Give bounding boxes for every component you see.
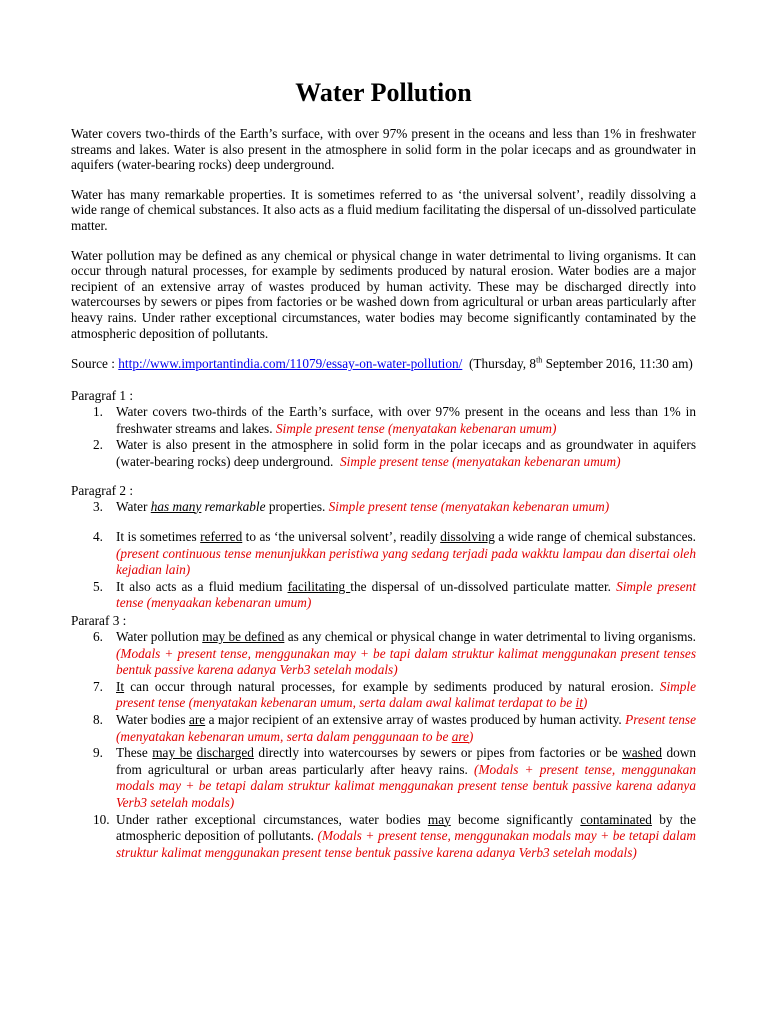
list-item: 10. Under rather exceptional circumstances, water bodies may become significantly contaminated by the atmospheric deposition of pollutants. (Modals + present tense, menggunakan modals may + be tetapi dalam struktur kalimat menggunakan present tense bentuk passive karena adanya Verb3 setelah modals) bbox=[93, 811, 696, 860]
section-3-list bbox=[71, 629, 696, 861]
source-date: (Thursday, 8th September 2016, 11:30 am) bbox=[468, 355, 693, 372]
list-item: 5. It also acts as a fluid medium facilitating the dispersal of un-dissolved particulate matter. Simple present tense (menyaakan kebenaran umum) bbox=[93, 578, 697, 611]
tense-note: Simple present tense (menyatakan kebenaran umum) bbox=[328, 498, 610, 514]
tense-note: Simple present tense (menyatakan kebenaran umum) bbox=[339, 453, 621, 469]
body-paragraph-1: Water covers two-thirds of the Earth’s surface, with over 97% present in the oceans and less than 1% in freshwater streams and lakes. Water is also present in the atmosphere in solid form in the polar icecaps and as groundwater in aquifers (water-bearing rocks) deep underground. bbox=[71, 126, 696, 173]
tense-note: Simple present tense (menyaakan kebenaran umum) bbox=[116, 578, 697, 611]
tense-note: (Modals + present tense, menggunakan modals may + be tetapi dalam struktur kalimat menggunakan present tense bentuk passive karena adanya Verb3 setelah modals) bbox=[116, 828, 696, 860]
list-item: 4. It is sometimes referred to as ‘the universal solvent’, readily dissolving a wide range of chemical substances. (present continuous tense menunjukkan peristiwa yang sedang terjadi pada wakktu lampau dan disertai oleh kejadian lain) bbox=[93, 529, 696, 578]
section-heading-2: Paragraf 2 : bbox=[71, 482, 134, 498]
section-1-list bbox=[71, 404, 696, 470]
list-item: 8. Water bodies are a major recipient of an extensive array of wastes produced by human activity. Present tense (menyatakan kebenaran umum, serta dalam penggunaan to be are) bbox=[93, 712, 696, 744]
list-item: 1. Water covers two-thirds of the Earth’s surface, with over 97% present in the oceans and less than 1% in freshwater streams and lakes. Simple present tense (menyatakan kebenaran umum) bbox=[93, 404, 696, 436]
source-link[interactable]: http://www.importantindia.com/11079/essay-on-water-pollution/ bbox=[118, 356, 463, 372]
section-2-list bbox=[71, 499, 696, 613]
body-paragraph-2: Water has many remarkable properties. It is sometimes referred to as ‘the universal solvent’, readily dissolving a wide range of chemical substances. It also acts as a fluid medium facilitating the dispersal of un-dissolved particulate matter. bbox=[71, 186, 696, 233]
tense-note: (Modals + present tense, menggunakan may + be tapi dalam struktur kalimat menggunakan present tenses bentuk passive karena adanya Verb3 setelah modals) bbox=[116, 645, 696, 678]
tense-note: (Modals + present tense, menggunakan modals may + be tetapi dalam struktur kalimat menggunakan present tense bentuk passive karena adanya Verb3 setelah modals) bbox=[116, 761, 696, 810]
body-paragraph-3: Water pollution may be defined as any chemical or physical change in water detrimental to living organisms. It can occur through natural processes, for example by sediments produced by natural erosion. Water bodies are a major recipient of an extensive array of wastes produced by human activity. These may be discharged directly into watercourses by sewers or pipes from factories or be washed down from agricultural or urban areas particularly after heavy rains. Under rather exceptional circumstances, water bodies may become significantly contaminated by the atmospheric deposition of pollutants. bbox=[71, 247, 696, 341]
tense-note: Present tense (menyatakan kebenaran umum, serta dalam penggunaan to be are) bbox=[116, 712, 696, 744]
source-line bbox=[71, 355, 696, 372]
list-item: 9. These may be discharged directly into watercourses by sewers or pipes from factories or be washed down from agricultural or urban areas particularly after heavy rains. (Modals + present tense, menggunakan modals may + be tetapi dalam struktur kalimat menggunakan present tense bentuk passive karena adanya Verb3 setelah modals) bbox=[93, 745, 696, 810]
tense-note: Simple present tense (menyatakan kebenaran umum) bbox=[275, 420, 557, 436]
list-item: 3. Water has many remarkable properties. Simple present tense (menyatakan kebenaran umum) bbox=[93, 498, 610, 514]
page-title: Water Pollution bbox=[295, 78, 472, 107]
list-item: 7. It can occur through natural processes, for example by sediments produced by natural erosion. Simple present tense (menyatakan kebenaran umum, serta dalam awal kalimat terdapat to be it) bbox=[93, 678, 696, 711]
list-item: 2. Water is also present in the atmosphere in solid form in the polar icecaps and as groundwater in aquifers (water-bearing rocks) deep underground. Simple present tense (menyatakan kebenaran umum) bbox=[93, 437, 696, 469]
list-item: 6. Water pollution may be defined as any chemical or physical change in water detrimental to living organisms. (Modals + present tense, menggunakan may + be tapi dalam struktur kalimat menggunakan present tenses bentuk passive karena adanya Verb3 setelah modals) bbox=[93, 629, 696, 678]
source-label: Source : bbox=[71, 356, 119, 372]
section-heading-1: Paragraf 1 : bbox=[71, 388, 134, 404]
tense-note: Simple present tense (menyatakan kebenaran umum, serta dalam awal kalimat terdapat to be it) bbox=[116, 678, 696, 711]
tense-note: (present continuous tense menunjukkan peristiwa yang sedang terjadi pada wakktu lampau dan disertai oleh kejadian lain) bbox=[116, 545, 696, 578]
section-heading-3: Pararaf 3 : bbox=[71, 613, 127, 629]
